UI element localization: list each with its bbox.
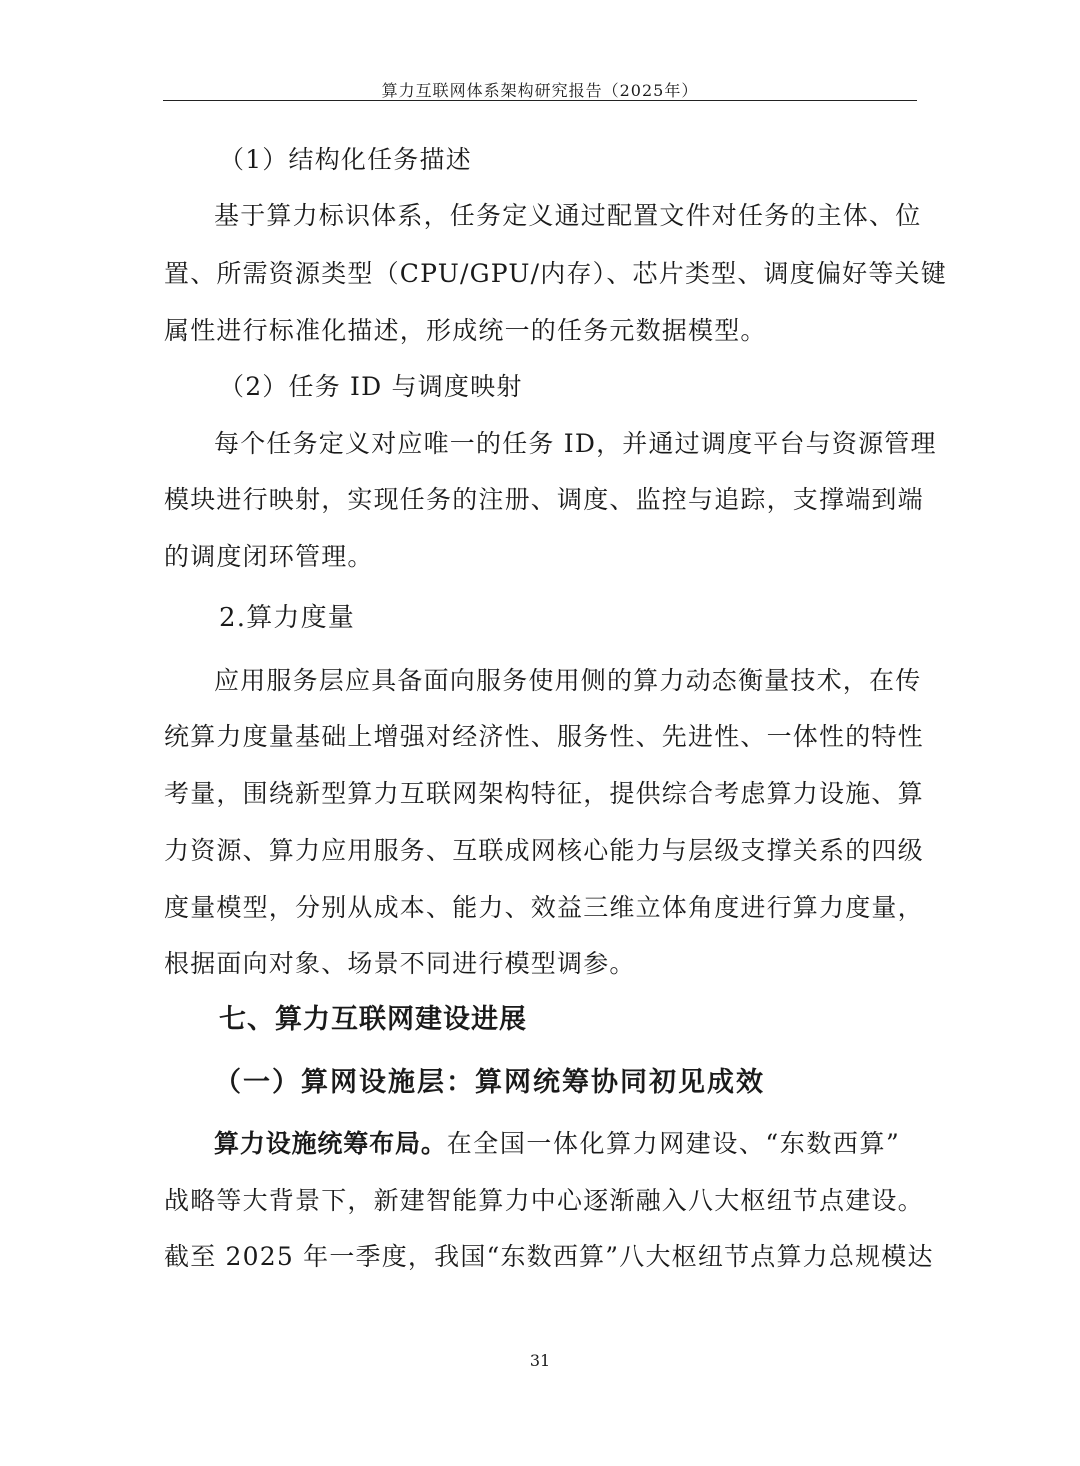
paragraph-line: 置、所需资源类型（CPU/GPU/内存）、芯片类型、调度偏好等关键 bbox=[164, 259, 947, 288]
paragraph-line: 力资源、算力应用服务、互联成网核心能力与层级支撑关系的四级 bbox=[164, 836, 924, 865]
bold-lead-text: 算力设施统筹布局。 bbox=[214, 1129, 447, 1158]
paragraph-line: 度量模型，分别从成本、能力、效益三维立体角度进行算力度量， bbox=[164, 893, 924, 922]
paragraph-line bbox=[164, 1124, 900, 1164]
page-number: 31 bbox=[529, 1351, 551, 1370]
header-rule bbox=[163, 100, 917, 101]
paragraph-line: 基于算力标识体系，任务定义通过配置文件对任务的主体、位 bbox=[214, 201, 922, 230]
paragraph-line: 每个任务定义对应唯一的任务 ID，并通过调度平台与资源管理 bbox=[214, 429, 937, 458]
subchapter-heading: （一）算网设施层：算网统筹协同初见成效 bbox=[214, 1067, 765, 1098]
paragraph-line: 根据面向对象、场景不同进行模型调参。 bbox=[164, 949, 636, 978]
section-heading: 2.算力度量 bbox=[219, 603, 356, 633]
running-header: 算力互联网体系架构研究报告（2025年） bbox=[381, 81, 699, 100]
paragraph-line: 模块进行映射，实现任务的注册、调度、监控与追踪，支撑端到端 bbox=[164, 485, 924, 514]
chapter-heading: 七、算力互联网建设进展 bbox=[219, 1004, 527, 1035]
paragraph-line: 属性进行标准化描述，形成统一的任务元数据模型。 bbox=[164, 316, 767, 345]
paragraph-line: 截至 2025 年一季度，我国“东数西算”八大枢纽节点算力总规模达 bbox=[164, 1242, 934, 1271]
paragraph-line: 的调度闭环管理。 bbox=[164, 542, 374, 571]
subsection-heading-2: （2）任务 ID 与调度映射 bbox=[219, 372, 523, 401]
paragraph-line: 统算力度量基础上增强对经济性、服务性、先进性、一体性的特性 bbox=[164, 722, 924, 751]
subsection-heading-1: （1）结构化任务描述 bbox=[219, 145, 472, 174]
paragraph-line: 考量，围绕新型算力互联网架构特征，提供综合考虑算力设施、算 bbox=[164, 779, 924, 808]
paragraph-line: 战略等大背景下，新建智能算力中心逐渐融入八大枢纽节点建设。 bbox=[164, 1186, 924, 1215]
paragraph-line: 应用服务层应具备面向服务使用侧的算力动态衡量技术，在传 bbox=[214, 666, 922, 695]
paragraph-text: 在全国一体化算力网建设、“东数西算” bbox=[446, 1129, 900, 1158]
